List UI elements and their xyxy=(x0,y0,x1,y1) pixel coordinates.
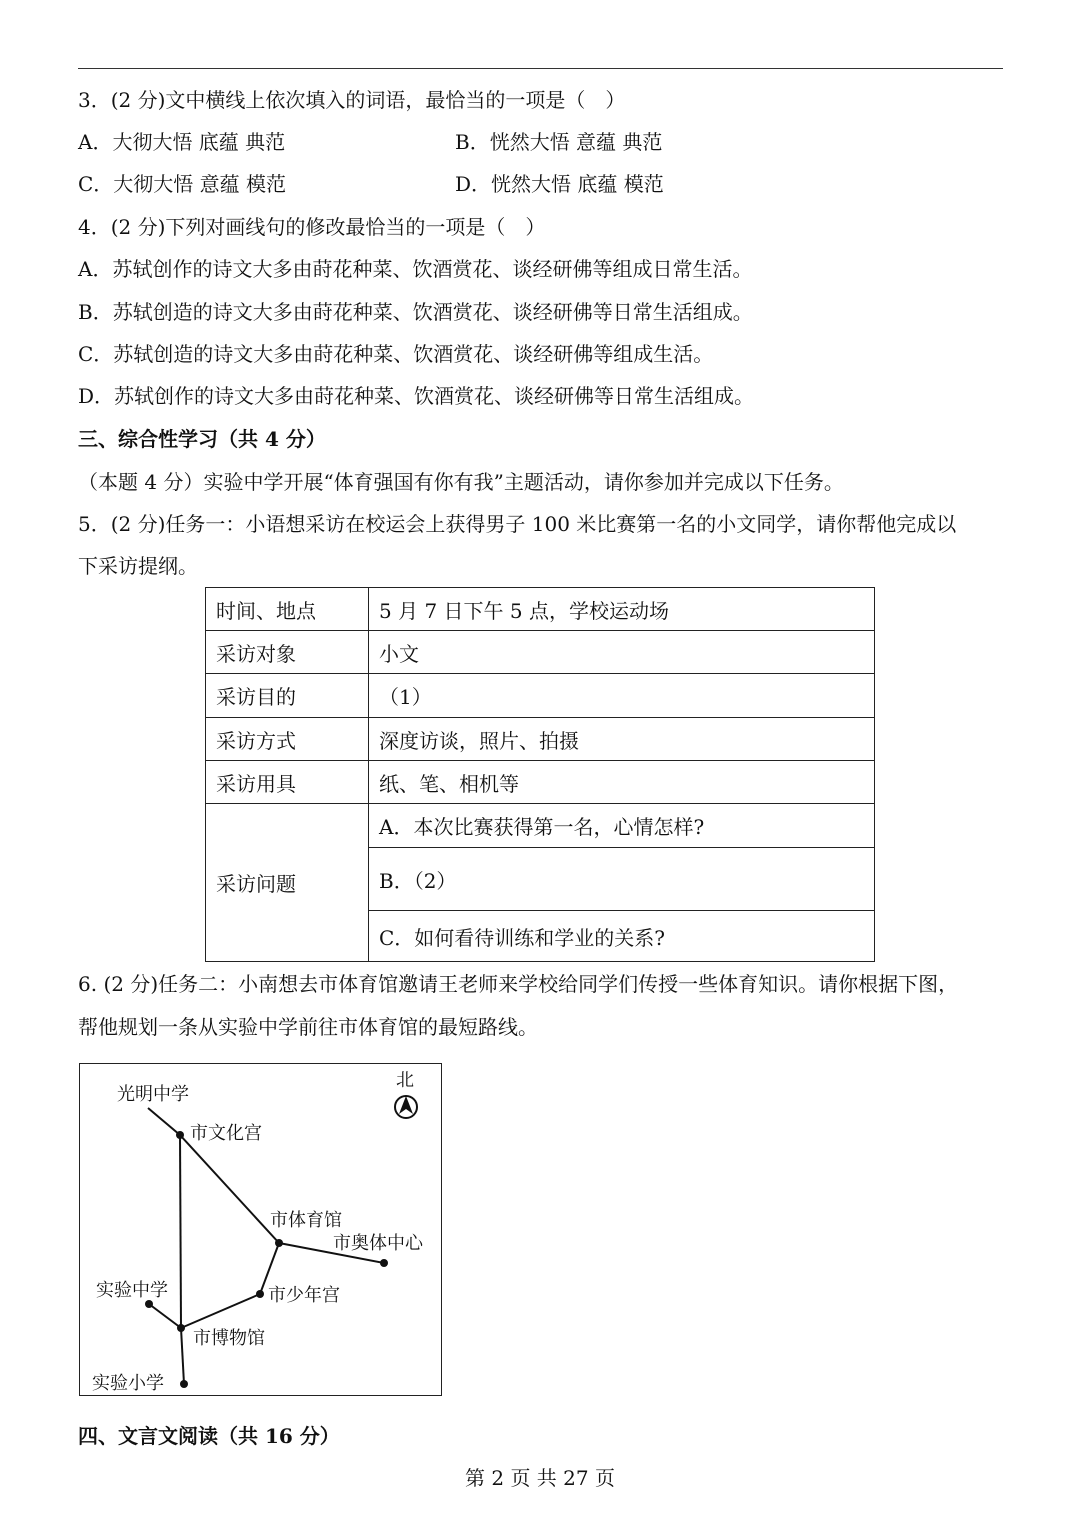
route-map-svg xyxy=(80,1064,443,1397)
q5-stem-line1: 5．(2 分)任务一：小语想采访在校运会上获得男子 100 米比赛第一名的小文同学，请你帮他完成以 xyxy=(78,512,957,536)
node-wenhua xyxy=(176,1131,184,1139)
section3-title: 三、综合性学习（共 4 分） xyxy=(78,427,326,451)
page-footer: 第 2 页 共 27 页 xyxy=(465,1466,615,1490)
row-value: 5 月 7 日下午 5 点，学校运动场 xyxy=(369,588,875,631)
road-guangming-wenhua xyxy=(148,1108,180,1135)
question-c: C．如何看待训练和学业的关系? xyxy=(369,911,875,962)
questions-key: 采访问题 xyxy=(206,804,369,962)
q4-option-a: A．苏轼创作的诗文大多由莳花种菜、饮酒赏花、谈经研佛等组成日常生活。 xyxy=(78,257,753,281)
row-key: 采访用具 xyxy=(206,761,369,804)
row-key: 采访目的 xyxy=(206,674,369,718)
interview-outline-table xyxy=(205,587,875,962)
row-value: 深度访谈，照片、拍摄 xyxy=(369,718,875,761)
label-tiyu: 市体育馆 xyxy=(270,1210,342,1231)
row-value: （1） xyxy=(369,674,875,718)
label-wenhua: 市文化宫 xyxy=(190,1123,262,1144)
label-shiyan-middle: 实验中学 xyxy=(96,1280,168,1301)
section3-intro: （本题 4 分）实验中学开展“体育强国有你有我”主题活动，请你参加并完成以下任务。 xyxy=(78,470,844,494)
compass-icon xyxy=(395,1096,417,1118)
node-tiyu xyxy=(275,1239,283,1247)
table-row xyxy=(206,674,875,718)
row-key: 时间、地点 xyxy=(206,588,369,631)
q3-stem: 3．(2 分)文中横线上依次填入的词语，最恰当的一项是（ ） xyxy=(78,88,626,112)
row-key: 采访方式 xyxy=(206,718,369,761)
node-shiyanpri xyxy=(180,1380,188,1388)
road-bowu-shiyanpri xyxy=(181,1328,184,1384)
road-shaonian-bowu xyxy=(181,1294,260,1328)
table-row xyxy=(206,718,875,761)
q3-option-a: A．大彻大悟 底蕴 典范 xyxy=(78,130,286,154)
label-shiyan-primary: 实验小学 xyxy=(92,1373,164,1394)
node-aoti xyxy=(380,1259,388,1267)
table-row xyxy=(206,588,875,631)
table-row xyxy=(206,804,875,848)
row-value: 纸、笔、相机等 xyxy=(369,761,875,804)
q3-option-b: B．恍然大悟 意蕴 典范 xyxy=(455,130,663,154)
q4-option-c: C．苏轼创造的诗文大多由莳花种菜、饮酒赏花、谈经研佛等组成生活。 xyxy=(78,342,714,366)
question-a: A．本次比赛获得第一名，心情怎样? xyxy=(369,804,875,848)
label-guangming: 光明中学 xyxy=(117,1084,189,1105)
road-shiyanmid-bowu xyxy=(149,1304,181,1328)
table-row xyxy=(206,761,875,804)
road-wenhua-tiyu xyxy=(180,1135,279,1243)
road-wenhua-bowu xyxy=(180,1135,181,1328)
row-key: 采访对象 xyxy=(206,631,369,674)
north-label: 北 xyxy=(396,1070,414,1091)
q6-stem-line2: 帮他规划一条从实验中学前往市体育馆的最短路线。 xyxy=(78,1015,538,1039)
q5-stem-line2: 下采访提纲。 xyxy=(78,554,198,578)
label-aoti: 市奥体中心 xyxy=(333,1233,423,1254)
node-shiyanmid xyxy=(145,1300,153,1308)
question-b: B．（2） xyxy=(369,848,875,911)
q4-option-d: D．苏轼创作的诗文大多由莳花种菜、饮酒赏花、谈经研佛等日常生活组成。 xyxy=(78,384,755,408)
table-row xyxy=(206,631,875,674)
q3-option-c: C．大彻大悟 意蕴 模范 xyxy=(78,172,287,196)
section4-title: 四、文言文阅读（共 16 分） xyxy=(78,1424,340,1448)
header-rule xyxy=(78,68,1003,69)
route-map xyxy=(79,1063,442,1396)
node-shaonian xyxy=(256,1290,264,1298)
q6-stem-line1: 6. (2 分)任务二：小南想去市体育馆邀请王老师来学校给同学们传授一些体育知识。请你根据下图， xyxy=(78,972,959,996)
label-shaonian: 市少年宫 xyxy=(268,1285,340,1306)
q4-option-b: B．苏轼创造的诗文大多由莳花种菜、饮酒赏花、谈经研佛等日常生活组成。 xyxy=(78,300,753,324)
q3-option-d: D．恍然大悟 底蕴 模范 xyxy=(455,172,664,196)
label-bowu: 市博物馆 xyxy=(193,1328,265,1349)
row-value: 小文 xyxy=(369,631,875,674)
q4-stem: 4．(2 分)下列对画线句的修改最恰当的一项是（ ） xyxy=(78,215,546,239)
node-bowu xyxy=(177,1324,185,1332)
